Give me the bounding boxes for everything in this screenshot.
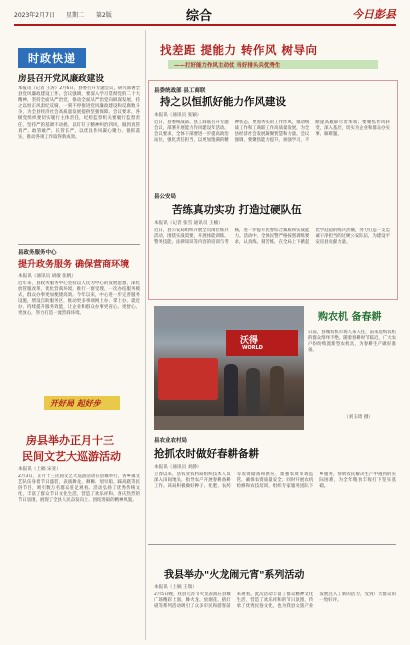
right-article1-body: 近日，县委统战部、县工商联召开专题会议，部署开展能力作风建设年活动。会议要求，全体干部要进一步提高政治站位，强化责任担当，以更加饱满的精神状态、更加务实的工作作风，推动统战工作和工商联工作高质量发展，为全县经济社会发展凝聚智慧和力量。会议强调，要聚焦能力提升，加强学习，不断提高履职尽责本领；要聚焦作风转变，深入基层，切实为企业和群众办实事、解难题。 [154,120,390,144]
left-article1-body: 本报讯（记者 王涛）2月6日，县委召开专题会议，研究部署全县党风廉政建设工作。会议强调，要深入学习贯彻党的二十大精神，坚持全面从严治党，推动全面从严治党向纵深发展，持之以恒正风肃纪反腐，一刻不停推进党风廉政建设和反腐败斗争，为全县经济社会高质量发展提供坚强保障。会议要求，各级党组织要切实履行主体责任，纪检监察机关要履行监督责任，坚持严的基调不动摇，以钉钉子精神纠治四风，做到真管真严、敢管敢严、长管长严，以优良作风凝心聚力、狠抓落实，推动各项工作取得新成效。 [18,86,140,140]
left-article2-title: 提升政务服务 确保营商环境 [18,260,130,270]
news-photo [154,306,304,430]
right-article4-body: 2月5日晚，我县元宵节火龙表演在县城广场精彩上演，舞火龙、放烟花、猜灯谜等系列活动吸引了众多市民和游客前来观看。此次活动丰富了群众精神文化生活，营造了欢乐祥和的节日氛围，传承了优秀民俗文化，也为我县文旅产业发展注入了新的活力，受到广大群众的一致好评。 [154,592,396,610]
photo-person [224,364,238,416]
left-article3-body: 2月3日，正月十三民间文艺大巡游活动在县城举行，各乡镇文艺队伍身着节日盛装，表演舞龙、舞狮、划旱船、踩高跷等民俗节目，吸引数万名群众驻足观看。活动弘扬了优秀传统文化，丰富了群众节日文化生活，营造了欢乐祥和、喜庆热烈的节日氛围，展现了全县人民奋发向上、团结进取的精神风貌。 [18,474,140,504]
right-article1-dept: 县委统战部 县工商联 [154,88,206,94]
right-article1-byline: 本报讯（通讯员 张颖） [154,113,202,118]
left-article3-title2: 民间文艺大巡游活动 [22,450,121,463]
right-article2-byline: 本报讯（记者 张雪 通讯员 王楠） [154,221,223,226]
banner [148,30,396,76]
left-article1-title: 房县召开党风廉政建设 [18,74,104,84]
right-article3-body: 立春以来，县农业农村局组织技术人员深入田间地头，指导农户开展春耕备耕工作。该局积极做好种子、化肥、农药等农资储备和供应，加强农资市场监管，确保农资质量安全；同时开展农机检修和农技培训，组织专家服务团队下乡服务，帮助农民解决生产中遇到的实际困难，为全年粮食丰收打下坚实基础。 [154,472,396,490]
right-article3-dept: 县农业农村局 [154,438,188,444]
right-divider [148,544,396,545]
right-article2-title: 苦练真功实功 打造过硬队伍 [172,204,302,216]
kicker-text: 开好局 起好步 [50,399,101,408]
photo-ground [154,416,304,430]
photo-brand-sign [226,330,298,356]
photo-headline: 购农机 备春耕 [318,312,382,323]
right-article4-title: 我县举办"火龙闹元宵"系列活动 [164,570,305,581]
issue-weekday: 星期二 [66,12,85,19]
photo-person [246,368,260,416]
left-article3-title1: 房县举办正月十三 [26,434,114,447]
left-article2-body: 近年来，县政务服务中心坚持以人民为中心的发展思想，深化放管服改革，优化营商环境，推行一窗受理、一次办结服务模式，群众办事更加便捷高效。今年以来，中心进一步完善服务设施，增设自助服务区，推动更多事项网上办、掌上办、就近办，持续提升服务效能，让企业和群众办事更省心、更舒心、更放心，努力打造一流营商环境。 [18,281,140,317]
right-article1-title: 持之以恒抓好能力作风建设 [160,96,286,108]
left-article2-byline: 本报讯（通讯员 胡敏 张帆） [18,274,77,279]
section-title: 综合 [186,9,213,24]
right-article3-byline: 本报讯（通讯员 刘静） [154,465,202,470]
photo-credit: （刘玉琦 摄） [344,415,374,420]
banner-subtitle: ——打好能力作风主动仗 当好排头兵优秀生 [174,63,281,69]
photo-person [270,366,284,416]
left-article2-dept: 县政务服务中心 [18,250,57,256]
issue-date: 2023年2月7日 [14,12,55,19]
photo-machine [158,358,218,400]
photo-brand-text: 沃得 [240,336,259,346]
masthead-logo: 今日彭县 [352,8,396,21]
photo-brand-sub: WORLD [242,345,263,351]
banner-slogan: 找差距 提能力 转作风 树导向 [160,43,318,57]
right-article2-dept: 县公安局 [154,194,177,200]
section-tag-current-affairs: 时政快递 [18,48,86,68]
right-article4-byline: 本报讯（上稿 王瑞） [154,585,197,590]
page-header [14,4,396,24]
photo-caption: 日前，县城农机市场人来人往，前来选购农机的群众络绎不绝。随着春耕时节临近，广大农户纷纷购置新型农机具，为春耕生产做好准备。 [308,330,396,354]
left-divider1 [18,244,140,245]
left-article3-byline: 本报讯（上稿 宋亚） [18,467,61,472]
header-rule [14,24,396,26]
right-article3-title: 抢抓农时做好春耕备耕 [154,448,259,460]
photo-canopy [154,306,304,328]
issue-page: 第2版 [96,12,112,19]
column-rule-left [145,30,146,640]
right-article2-body: 近日，县公安局组织开展全员岗位练兵活动，围绕实战需要，开展体能训练、警务技能、法律知识等内容的培训与考核，进一步提升民警综合素质和实战能力。活动中，全体民警严格按照训练要求，认真练、刻苦练，在全局上下掀起比学赶超的练兵热潮，努力打造一支忠诚干净担当的过硬公安队伍，为建设平安房县贡献力量。 [154,228,390,246]
